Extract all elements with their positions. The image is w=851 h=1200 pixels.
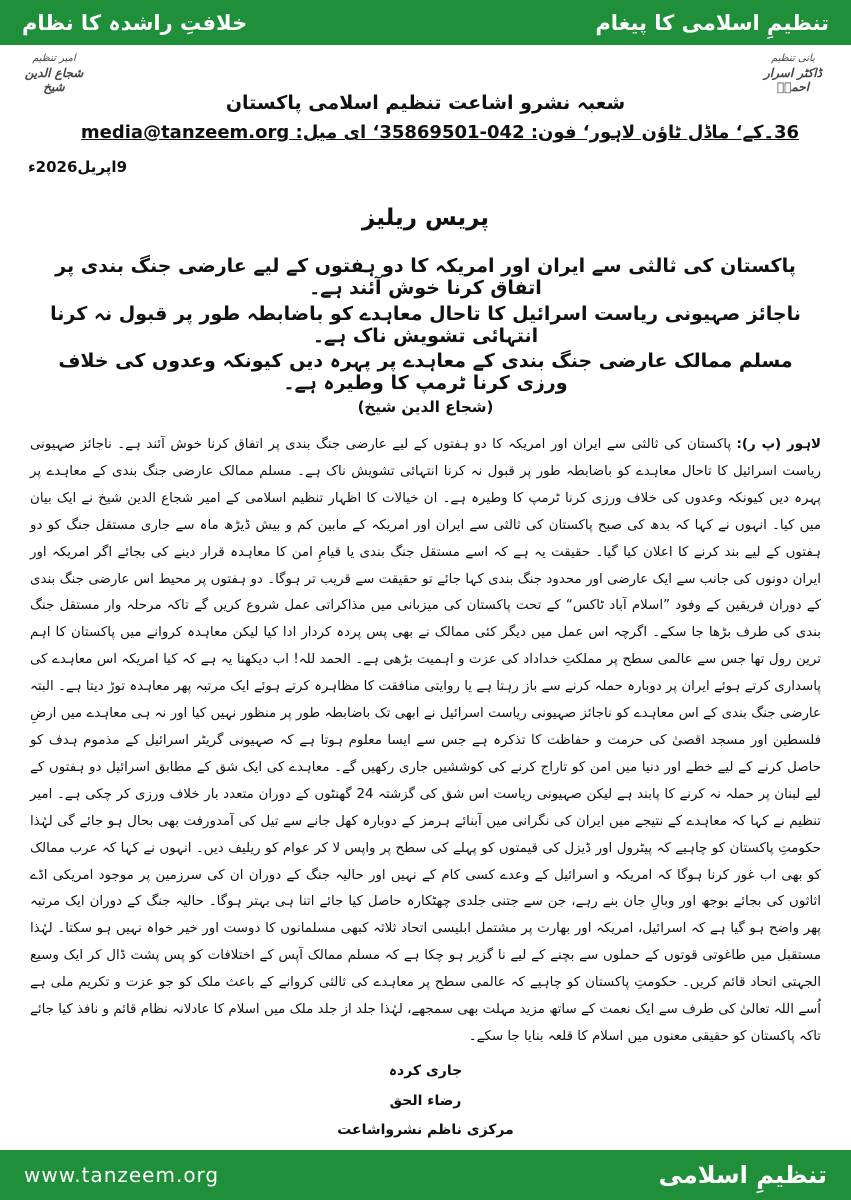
top-banner <box>0 0 851 45</box>
footer-bar <box>0 1150 851 1200</box>
release-body <box>30 432 821 1051</box>
headline-3: مسلم ممالک عارضی جنگ بندی کے معاہدے پر پہرہ دیں کیونکہ وعدوں کی خلاف ورزی کرنا ٹرمپ کا وطیرہ ہے۔ <box>58 350 793 394</box>
founder-name: ڈاکٹر اسرار احمدؒ <box>764 66 822 94</box>
body-lead: لاہور (پ ر): <box>736 437 821 452</box>
founder-signature <box>753 52 833 94</box>
footer-website-link[interactable]: www.tanzeem.org <box>24 1163 220 1187</box>
org-department: شعبہ نشرو اشاعت تنظیم اسلامی پاکستان <box>225 92 626 114</box>
issued-by-label: جاری کردہ <box>388 1063 463 1079</box>
banner-right-text: تنظیمِ اسلامی کا پیغام <box>595 10 829 35</box>
issuer-name: رضاء الحق <box>389 1093 462 1109</box>
banner-left-text: خلافتِ راشدہ کا نظام <box>22 10 248 35</box>
ameer-title: امیر تنظیم <box>32 53 76 64</box>
contact-line: 36۔کے‘ ماڈل ٹاؤن لاہور‘ فون: 042-35869501‘ ای میل: media@tanzeem.org <box>80 122 800 143</box>
ameer-name: شجاع الدین شیخ <box>24 66 84 94</box>
footer-brand-logo: تنظیمِ اسلامی <box>658 1161 827 1189</box>
author-name: (شجاع الدین شیخ) <box>357 398 494 416</box>
ameer-signature <box>14 52 94 94</box>
press-release-title: پریس ریلیز <box>361 205 490 231</box>
founder-title: بانی تنظیم <box>771 53 815 64</box>
release-date: 9اپریل2026ء <box>28 158 127 176</box>
issuer-title: مرکزی ناظم نشرواشاعت <box>337 1122 514 1138</box>
headline-1: پاکستان کی ثالثی سے ایران اور امریکہ کا دو ہفتوں کے لیے عارضی جنگ بندی پر اتفاق کرنا خوش آئند ہے۔ <box>55 255 796 299</box>
headline-2: ناجائز صہیونی ریاست اسرائیل کا تاحال معاہدے کو باضابطہ طور پر قبول نہ کرنا انتہائی تشویش ناک ہے۔ <box>50 303 801 347</box>
body-paragraph: پاکستان کی ثالثی سے ایران اور امریکہ کا دو ہفتوں کے لیے عارضی جنگ بندی پر اتفاق کرنا خوش آئند ہے۔ ناجائز صہیونی ریاست اسرائیل کا تاحال معاہدے کو باضابطہ طور پر قبول نہ کرنا انتہائی تشویش ناک ہے۔ مسلم ممالک عارضی جنگ بندی کے معاہدے پر پہرہ دیں کیونکہ وعدوں کی خلاف ورزی کرنا ٹرمپ کا وطیرہ ہے۔ ان خیالات کا اظہار تنظیم اسلامی کے امیر شجاع الدین شیخ نے ایک بیان میں کیا۔ انہوں نے کہا کہ بدھ کی صبح پاکستان کی ثالثی سے ایران اور امریکہ کے مابین کم و بیش ڈیڑھ ماہ سے جاری مستقل جنگ کو دو ہفتوں کے لیے بند کرنے کا اعلان کیا گیا۔ حقیقت یہ ہے کہ اسے مستقل جنگ بندی یا قیامِ امن کا معاہدہ قرار دینے کی بجائے اگر امریکہ اور ایران دونوں کی جانب سے ایک عارضی اور محدود جنگ بندی کہا جائے تو حقیقت سے قریب تر ہوگا۔ دو ہفتوں پر محیط اس عارضی جنگ بندی کے دوران فریقین کے وفود ”اسلام آباد ٹاکس“ کے تحت پاکستان کی میزبانی میں مذاکراتی عمل شروع کریں گے تاکہ مرحلہ وار مستقل جنگ بندی کی طرف بڑھا جا سکے۔ اگرچہ اس عمل میں دیگر کئی ممالک نے بھی پس پردہ کردار ادا کیا لیکن معاہدہ کروانے میں پاکستان کا اہم ترین رول تھا جس سے عالمی سطح پر مملکتِ خداداد کی عزت و اہمیت بڑھی ہے۔ الحمد للہ! اب دیکھنا یہ ہے کہ کیا امریکہ اس معاہدے کی پاسداری کرتے ہوئے ایران پر دوبارہ حملہ کرنے سے باز رہتا ہے یا روایتی منافقت کا مظاہرہ کرتے ہوئے ایک مرتبہ پھر معاہدہ توڑ دیتا ہے۔ البتہ عارضی جنگ بندی کے اس معاہدے کو ناجائز صہیونی ریاست اسرائیل نے ابھی تک باضابطہ طور پر منظور نہیں کیا اور نہ ہی معاہدے میں ارضِ فلسطین اور مسجد اقصیٰ کی حرمت و حفاظت کا تذکرہ ہے جس سے ایسا معلوم ہوتا ہے کہ صہیونی گریٹر اسرائیل کے مذموم ہدف کو حاصل کرنے کے لیے خطے اور دنیا میں امن کو تاراج کرنے کی کوششیں جاری رکھیں گے۔ معاہدے کی ایک شق کے مطابق اسرائیل دو ہفتوں کے لیے لبنان پر حملہ نہ کرنے کا پابند ہے لیکن صہیونی ریاست اس شق کی گزشتہ 24 گھنٹوں کے دوران متعدد بار خلاف ورزی کر چکی ہے۔ امیر تنظیم نے کہا کہ معاہدے کے نتیجے میں ایران کی نگرانی میں آبنائے ہرمز کے دوبارہ کھل جانے سے تیل کی آمدورفت بھی بحال ہو جائے گی لہٰذا حکومتِ پاکستان کو چاہیے کہ پیٹرول اور ڈیزل کی قیمتوں کو پہلے کی سطح پر واپس لا کر عوام کو ریلیف دیں۔ انہوں نے کہا کہ عرب ممالک کو بھی اب غور کرنا ہوگا کہ امریکہ و اسرائیل کے وعدے کسی کام کے نہیں اور حالیہ جنگ کے دوران ان کی سرزمین پر موجود امریکی اڈے اثاثوں کی بجائے بوجھ اور وبالِ جان بنے رہے، جن سے جتنی جلدی چھٹکارہ حاصل کیا جائے اتنا ہی بہتر ہوگا۔ حالیہ جنگ کے دوران ایک مرتبہ پھر واضح ہو گیا ہے کہ اسرائیل، امریکہ اور بھارت پر مشتمل ابلیسی اتحاد ثلاثہ کبھی مسلمانوں کا دوست اور خیر خواہ نہیں ہو سکتا۔ لہٰذا مستقبل میں طاغوتی قوتوں کے حملوں سے بچنے کے لیے نا گزیر ہو چکا ہے کہ مسلم ممالک آپس کے اختلافات کو پس پشت ڈال کر ایک وسیع الجہتی اتحاد قائم کریں۔ حکومتِ پاکستان کو چاہیے کہ عالمی سطح پر معاہدے کی ثالثی کروانے کے باعث ملک کو جو عزت و تکریم ملی ہے اُسے اللہ تعالیٰ کی طرف سے ایک نعمت کے ساتھ مزید مہلت بھی سمجھے، لہٰذا جلد از جلد ملک میں اسلام کا عادلانہ نظام قائم و نافذ کیا جائے تاکہ پاکستان کو حقیقی معنوں میں اسلام کا قلعہ بنایا جا سکے۔ <box>30 437 821 1044</box>
